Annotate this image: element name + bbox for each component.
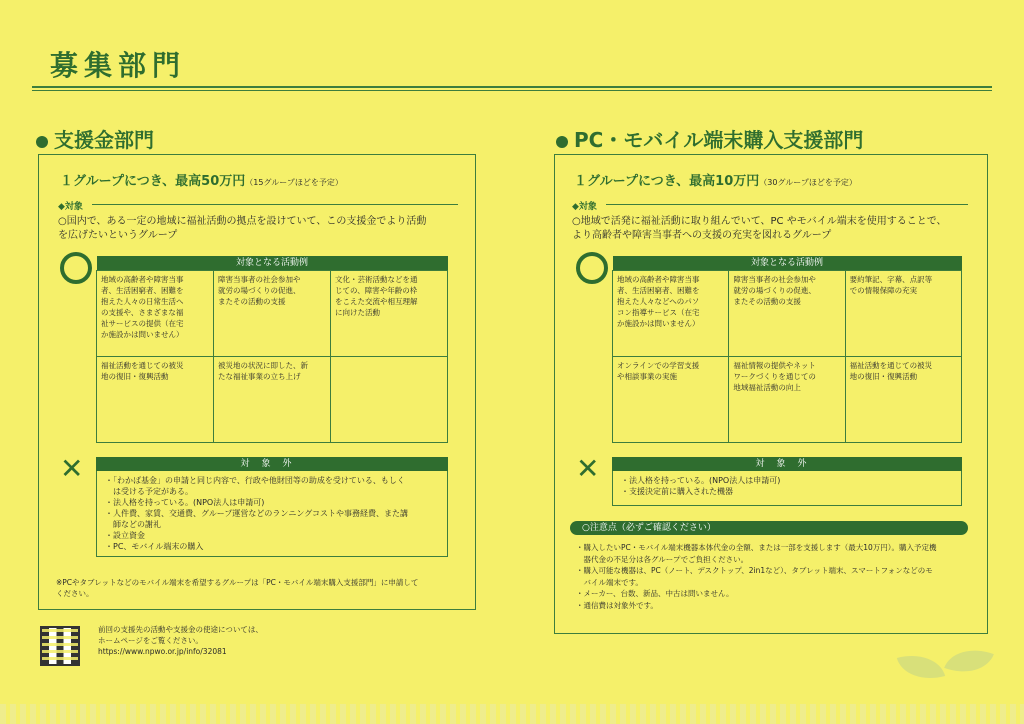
left-footnote [56,577,464,599]
leaf-decoration-icon [897,647,945,687]
left-footnote-line-1: ※PCやタブレットなどのモバイル端末を希望するグループは「PC・モバイル端末購入支援部門」に申請して [56,578,419,587]
right-section-title-text: PC・モバイル端末購入支援部門 [574,128,864,152]
cross-ng-icon: ✕ [576,452,600,485]
table-cell: 要約筆記、字幕、点訳等 での情報保障の充実 [845,271,961,357]
right-target-label: ◆対象 [572,202,597,212]
table-cell [331,357,448,443]
left-max-main: １グループにつき、最高50万円 [60,174,246,189]
left-target-text [58,215,426,243]
list-item: ・購入したいPC・モバイル端末機器本体代金の全額、または一部を支援します（最大10万円）。購入予定機 [576,543,937,552]
list-item: ・設立資金 [105,531,145,540]
qr-code-icon[interactable] [40,626,80,666]
info-line-2: ホームページをご覧ください。 [98,636,203,645]
right-exclusion-list [612,471,962,506]
right-max-note: （30グループほどを予定） [759,178,857,187]
circle-ok-icon [60,252,92,284]
bullet-dot-icon [36,136,48,148]
right-max-main: １グループにつき、最高10万円 [574,174,760,189]
cross-ng-icon: ✕ [60,452,84,485]
info-block [98,624,263,657]
table-cell: 被災地の状況に即した、新 たな福祉事業の立ち上げ [214,357,331,443]
list-item: ・通信費は対象外です。 [576,600,658,610]
left-section-title-text: 支援金部門 [54,128,154,152]
table-cell: 文化・芸術活動などを通 じての、障害や年齢の枠 をこえた交流や相互理解 に向けた活動 [331,271,448,357]
caution-list [576,542,937,611]
list-item: ・メーカー、台数、新品、中古は問いません。 [576,589,734,598]
left-target-text-line-1: ○国内で、ある一定の地域に福祉活動の拠点を設けていて、この支援金でより活動 [58,216,427,227]
table-cell: 地域の高齢者や障害当事 者、生活困窮者、困難を 抱えた人々などへのパソ コン指導サービス（在宅 か施設かは問いません） [613,271,729,357]
right-target-text-line-2: より高齢者や障害当事者への支援の充実を図れるグループ [572,230,832,241]
list-item: ・人件費、家賃、交通費、グループ運営などのランニングコストや事務経費、また講 [105,509,409,518]
left-max-note: （15グループほどを予定） [245,178,343,187]
grass-border [0,704,1024,724]
table-cell: 福祉活動を通じての被災 地の復旧・復興活動 [97,357,214,443]
table-cell: 地域の高齢者や障害当事 者、生活困窮者、困難を 抱えた人々の日常生活へ の支援や、さまざまな福 祉サービスの提供（在宅 か施設かは問いません） [97,271,214,357]
list-item: ・「わかば基金」の申請と同じ内容で、行政や他財団等の助成を受けている、もしく [105,476,405,485]
circle-ok-icon [576,252,608,284]
list-item: 器代金の不足分は各グループでご負担ください。 [576,554,749,564]
bullet-dot-icon [556,136,568,148]
page-title: 募集部門 [50,49,187,82]
list-item: ・PC、モバイル端末の購入 [105,542,204,551]
right-target-text [572,215,947,243]
left-exclusion-list [96,471,448,557]
list-item: ・法人格を持っている。(NPO法人は申請可) [105,498,265,507]
list-item: は受ける予定がある。 [105,487,193,496]
caution-header: ○注意点（必ずご確認ください） [570,521,968,535]
left-footnote-line-2: ください。 [56,589,94,598]
right-activity-table [612,256,962,443]
right-target-rule [606,204,968,205]
list-item: ・購入可能な機器は、PC（ノート、デスクトップ、2in1など）、タブレット端末、スマートフォンなどのモ [576,566,933,575]
table-cell: 障害当事者の社会参加や 就労の場づくりの促進、 またその活動の支援 [214,271,331,357]
list-item: 師などの謝礼 [105,520,161,529]
header-divider-thin [32,90,992,91]
table-cell: 福祉情報の提供やネット ワークづくりを通じての 地域福祉活動の向上 [729,357,845,443]
left-exclusion-box [96,457,448,557]
list-item: ・法人格を持っている。(NPO法人は申請可) [621,476,781,485]
list-item: バイル端末です。 [576,577,643,587]
table-cell: 福祉活動を通じての被災 地の復旧・復興活動 [845,357,961,443]
info-url-link[interactable]: https://www.npwo.or.jp/info/32081 [98,647,227,656]
left-activity-table [96,256,448,443]
left-target-rule [92,204,458,205]
right-section-title [556,124,863,153]
left-exclusion-header: 対象外 [96,457,448,471]
table-cell: 障害当事者の社会参加や 就労の場づくりの促進、 またその活動の支援 [729,271,845,357]
right-max-amount [574,170,857,189]
left-target-label: ◆対象 [58,202,83,212]
left-section-title [36,124,154,153]
left-max-amount [60,170,343,189]
right-table-header: 対象となる活動例 [613,256,962,271]
header-divider [32,86,992,88]
left-table-header: 対象となる活動例 [97,256,448,271]
list-item: ・支援決定前に購入された機器 [621,487,733,496]
right-exclusion-box [612,457,962,506]
right-target-text-line-1: ○地域で活発に福祉活動に取り組んでいて、PC やモバイル端末を使用することで、 [572,216,947,227]
info-line-1: 前回の支援先の活動や支援金の使途については、 [98,625,263,634]
table-cell: オンラインでの学習支援 や相談事業の実施 [613,357,729,443]
left-target-text-line-2: を広げたいというグループ [58,230,178,241]
leaf-decoration-icon [944,640,994,683]
right-exclusion-header: 対象外 [612,457,962,471]
